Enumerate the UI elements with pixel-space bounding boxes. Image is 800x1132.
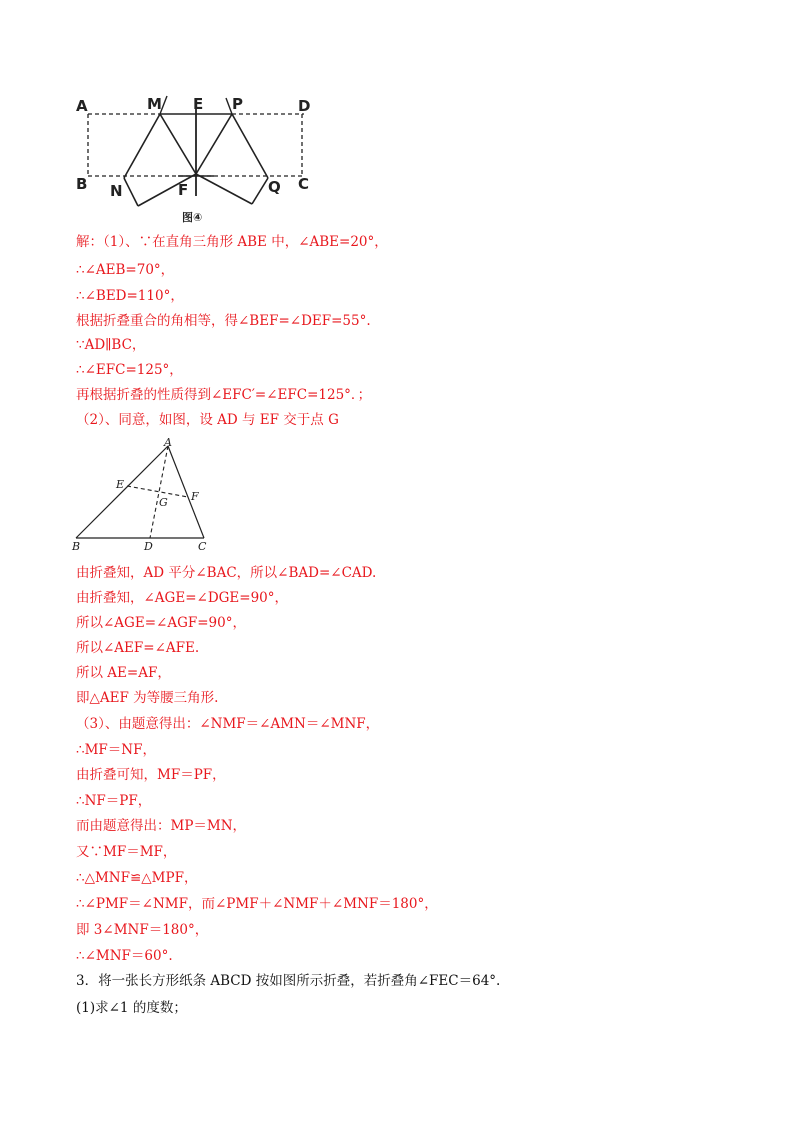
label-F: F — [178, 181, 189, 199]
solution-line-21: ∴△MNF≌△MPF， — [76, 870, 198, 886]
solution-line-18: ∴NF＝PF， — [76, 793, 152, 809]
triangle-fold-figure — [70, 436, 216, 554]
solution-line-17: 由折叠可知，MF＝PF， — [76, 767, 226, 783]
label-E: E — [193, 95, 204, 113]
solution-line-6: ∴∠EFC=125°， — [76, 362, 183, 378]
label-D: D — [298, 97, 311, 115]
fold-figure-4 — [72, 92, 312, 224]
label-B: B — [72, 540, 81, 553]
label-B: B — [76, 175, 88, 193]
solution-line-22: ∴∠PMF＝∠NMF，而∠PMF＋∠NMF＋∠MNF＝180°， — [76, 896, 438, 912]
label-C: C — [198, 540, 207, 553]
solution-line-4: 根据折叠重合的角相等，得∠BEF=∠DEF=55°. — [76, 313, 371, 329]
label-D: D — [144, 540, 153, 553]
label-N: N — [110, 182, 123, 200]
label-P: P — [232, 95, 243, 113]
figure-caption: 图④ — [182, 211, 203, 224]
solution-line-1: 解：（1）、∵在直角三角形 ABE 中，∠ABE=20°， — [76, 234, 388, 250]
solution-line-10: 由折叠知，∠AGE=∠DGE=90°， — [76, 590, 289, 606]
label-G: G — [159, 496, 168, 509]
label-A: A — [164, 436, 172, 449]
solution-line-7: 再根据折叠的性质得到∠EFC′=∠EFC=125°．； — [76, 387, 372, 403]
label-M: M — [147, 95, 162, 113]
solution-line-14: 即△AEF 为等腰三角形. — [76, 690, 219, 706]
solution-line-9: 由折叠知，AD 平分∠BAC，所以∠BAD=∠CAD. — [76, 565, 377, 581]
label-F: F — [191, 490, 199, 503]
label-E: E — [116, 478, 125, 491]
solution-line-11: 所以∠AGE=∠AGF=90°， — [76, 615, 246, 631]
solution-line-3: ∴∠BED=110°， — [76, 288, 184, 304]
solution-line-19: 而由题意得出：MP＝MN， — [76, 818, 247, 834]
question-3: 3．将一张长方形纸条 ABCD 按如图所示折叠，若折叠角∠FEC＝64°. — [76, 973, 501, 989]
solution-line-2: ∴∠AEB=70°， — [76, 262, 175, 278]
label-Q: Q — [268, 178, 281, 196]
label-A: A — [76, 97, 88, 115]
solution-line-20: 又∵MF＝MF， — [76, 844, 177, 860]
solution-line-13: 所以 AE=AF， — [76, 665, 171, 681]
solution-line-24: ∴∠MNF＝60°. — [76, 948, 173, 964]
solution-line-8: （2）、同意，如图，设 AD 与 EF 交于点 G — [76, 412, 339, 428]
solution-line-12: 所以∠AEF=∠AFE. — [76, 640, 200, 656]
solution-line-16: ∴MF＝NF， — [76, 742, 156, 758]
solution-line-5: ∵AD∥BC， — [76, 337, 146, 353]
question-3-part-1: (1)求∠1 的度数； — [76, 1000, 187, 1016]
solution-line-15: （3）、由题意得出：∠NMF＝∠AMN＝∠MNF， — [76, 716, 380, 732]
label-C: C — [298, 175, 310, 193]
solution-line-23: 即 3∠MNF＝180°， — [76, 922, 209, 938]
